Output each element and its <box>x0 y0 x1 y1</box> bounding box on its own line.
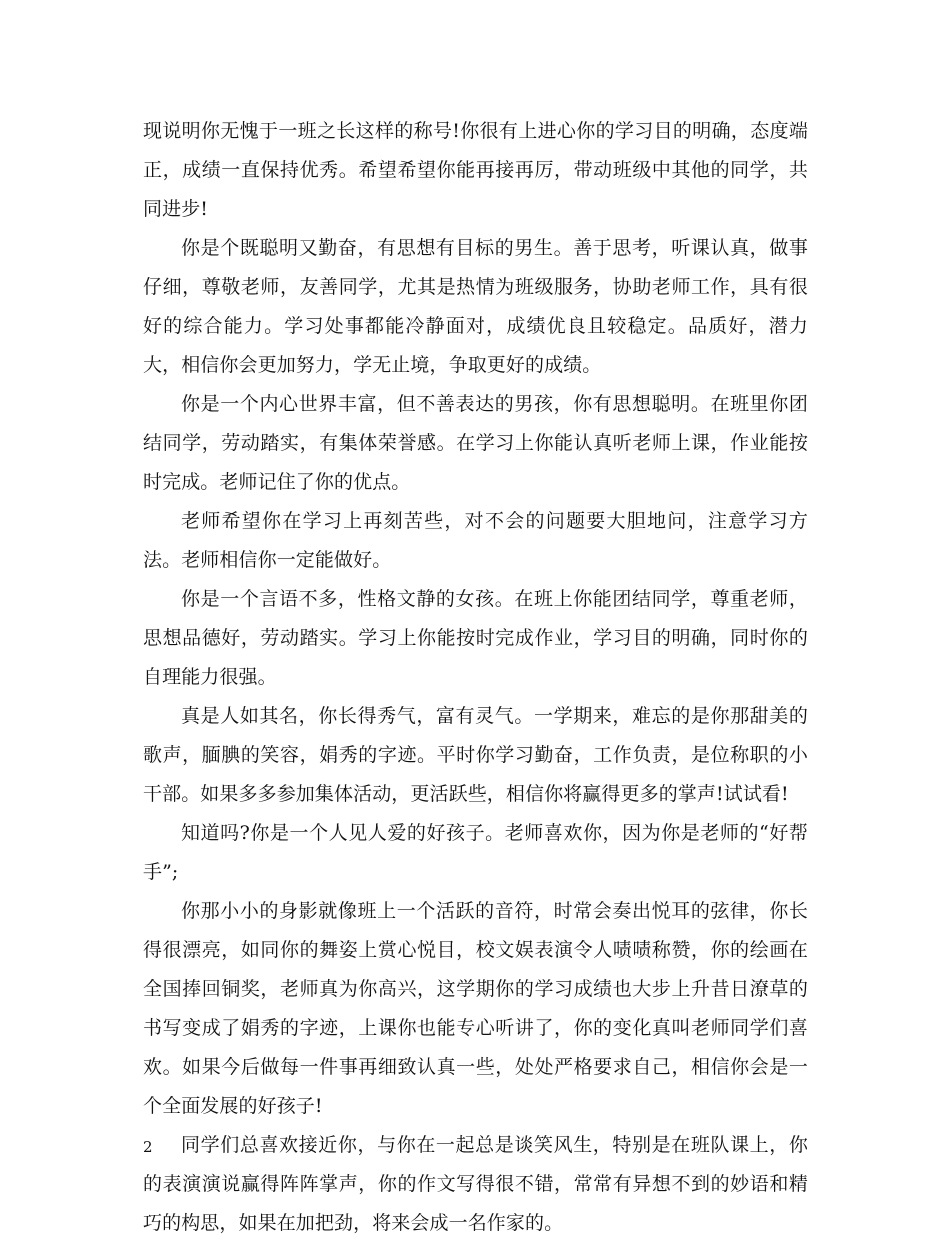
paragraph: 同学们总喜欢接近你，与你在一起总是谈笑风生，特别是在班队课上，你的表演演说赢得阵阵掌声，你的作文写得很不错，常常有异想不到的妙语和精巧的构思，如果在加把劲，将来会成一名作家的。 <box>143 1134 808 1234</box>
paragraph: 你是个既聪明又勤奋，有思想有目标的男生。善于思考，听课认真，做事仔细，尊敬老师，友善同学，尤其是热情为班级服务，协助老师工作，具有很好的综合能力。学习处事都能冷静面对，成绩优良且较稳定。品质好，潜力大，相信你会更加努力，学无止境，争取更好的成绩。 <box>143 237 808 376</box>
paragraph: 你是一个言语不多，性格文静的女孩。在班上你能团结同学，尊重老师，思想品德好，劳动踏实。学习上你能按时完成作业，学习目的明确，同时你的自理能力很强。 <box>143 588 808 688</box>
page-number: 2 <box>143 1138 153 1156</box>
paragraph: 知道吗?你是一个人见人爱的好孩子。老师喜欢你，因为你是老师的“好帮手”; <box>143 822 808 883</box>
paragraph-continued: 现说明你无愧于一班之长这样的称号!你很有上进心你的学习目的明确，态度端正，成绩一直保持优秀。希望希望你能再接再厉，带动班级中其他的同学，共同进步! <box>143 120 808 220</box>
paragraph: 你是一个内心世界丰富，但不善表达的男孩，你有思想聪明。在班里你团结同学，劳动踏实，有集体荣誉感。在学习上你能认真听老师上课，作业能按时完成。老师记住了你的优点。 <box>143 393 808 493</box>
paragraph: 你那小小的身影就像班上一个活跃的音符，时常会奏出悦耳的弦律，你长得很漂亮，如同你的舞姿上赏心悦目，校文娱表演令人啧啧称赞，你的绘画在全国捧回铜奖，老师真为你高兴，这学期你的学习成绩也大步上升昔日潦草的书写变成了娟秀的字迹，上课你也能专心听讲了，你的变化真叫老师同学们喜欢。如果今后做每一件事再细致认真一些，处处严格要求自己，相信你会是一个全面发展的好孩子! <box>143 900 808 1117</box>
document-body <box>143 112 808 1243</box>
paragraph: 老师希望你在学习上再刻苦些，对不会的问题要大胆地问，注意学习方法。老师相信你一定能做好。 <box>143 510 808 571</box>
paragraph: 真是人如其名，你长得秀气，富有灵气。一学期来，难忘的是你那甜美的歌声，腼腆的笑容，娟秀的字迹。平时你学习勤奋，工作负责，是位称职的小干部。如果多多参加集体活动，更活跃些，相信你将赢得更多的掌声!试试看! <box>143 705 808 805</box>
